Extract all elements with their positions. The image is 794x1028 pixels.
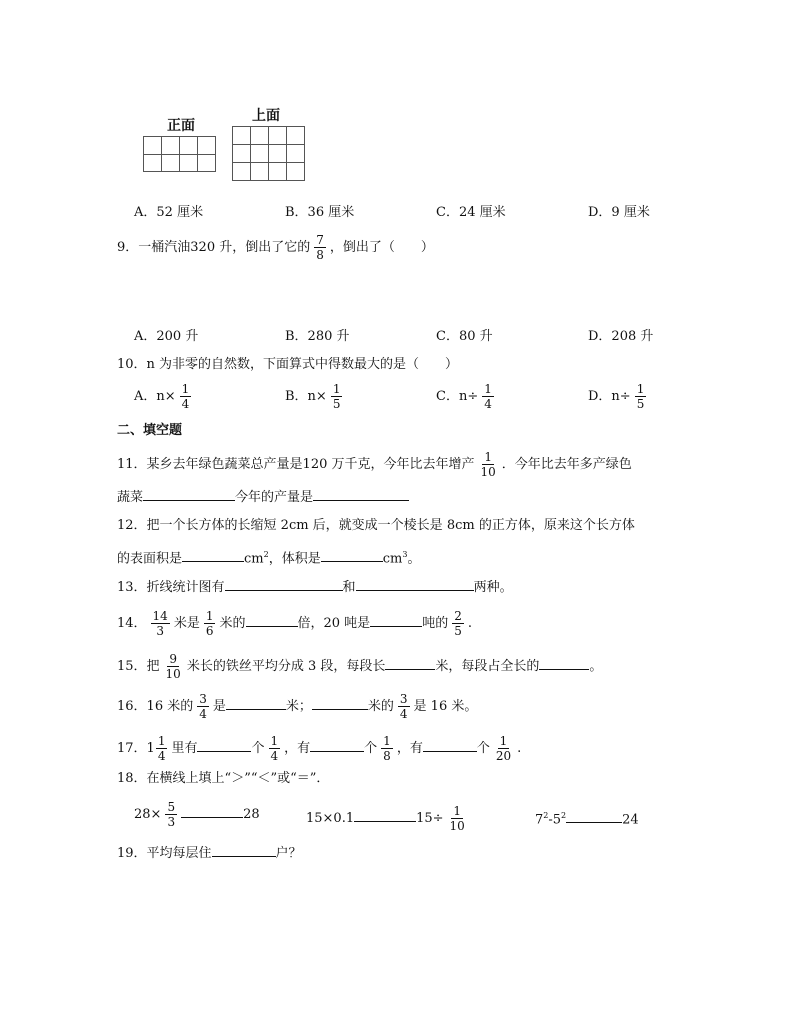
q12-blank-surface[interactable] xyxy=(182,547,244,562)
q16-blank-2[interactable] xyxy=(312,695,368,710)
q17-blank-1[interactable] xyxy=(197,737,251,752)
q18-item-2: 15×0.1 15÷ $\frac{1}{10}$ xyxy=(306,804,465,833)
q11-blank-2[interactable] xyxy=(313,486,409,501)
q9-text-b: ，倒出了（ ） xyxy=(329,240,434,255)
q10-option-c[interactable]: C．n÷ $\frac{1}{4}$ xyxy=(436,382,492,411)
q18-blank-2[interactable] xyxy=(354,807,416,822)
q12-line1: 12．把一个长方体的长缩短 2cm 后，就变成一个棱长是 8cm 的正方体，原来这个长方体 xyxy=(117,518,635,533)
q18-item-3: $7^2-5^2$ 24 xyxy=(535,806,639,830)
q19-line: 19．平均每层住 户？ xyxy=(117,842,302,864)
q9-question xyxy=(117,233,434,262)
q14-blank-2[interactable] xyxy=(370,612,422,627)
q12-blank-volume[interactable] xyxy=(321,547,383,562)
q13-blank-1[interactable] xyxy=(225,576,343,591)
q18-blank-3[interactable] xyxy=(566,808,622,823)
q10-question: 10．n 为非零的自然数，下面算式中得数最大的是（ ） xyxy=(117,357,459,372)
q11-line1: 11．某乡去年绿色蔬菜总产量是120 万千克，今年比去年增产 $\frac{1}{10}$ ．今年比去年多产绿色 xyxy=(117,450,632,479)
q17-line: 17．1 $\frac{1}{4}$ 里有 个 $\frac{1}{4}$ ，有 个 $\frac{1}{8}$ ，有 个 $\frac{1}{20}$ . xyxy=(117,734,522,763)
top-view-label: 上面 xyxy=(252,108,280,124)
q11-line2: 蔬菜 今年的产量是 xyxy=(117,486,409,508)
q13-line: 13．折线统计图有 和 两种。 xyxy=(117,576,513,598)
q19-blank[interactable] xyxy=(212,842,276,857)
q12-line2: 的表面积是 $cm^2$，体积是 $cm^3$。 xyxy=(117,545,420,569)
top-view-grid xyxy=(232,126,305,181)
q9-fraction: $\frac{7}{8}$ xyxy=(316,233,324,262)
q8-option-b[interactable]: B．36 厘米 xyxy=(285,205,355,220)
front-view-label: 正面 xyxy=(167,118,195,134)
q10-option-d[interactable]: D．n÷ $\frac{1}{5}$ xyxy=(588,382,645,411)
q15-line: 15．把 $\frac{9}{10}$ 米长的铁丝平均分成 3 段，每段长 米，每段占全长的 。 xyxy=(117,652,603,681)
q13-blank-2[interactable] xyxy=(356,576,474,591)
q16-blank-1[interactable] xyxy=(226,695,286,710)
q9-text-a: 9．一桶汽油320 升，倒出了它的 xyxy=(117,240,311,255)
q18-question: 18．在横线上填上“＞”“＜”或“＝”． xyxy=(117,771,330,786)
q8-option-c[interactable]: C．24 厘米 xyxy=(436,205,506,220)
q9-option-c[interactable]: C．80 升 xyxy=(436,329,493,344)
q9-option-d[interactable]: D．208 升 xyxy=(588,329,654,344)
q8-option-a[interactable]: A．52 厘米 xyxy=(134,205,204,220)
q10-option-b[interactable]: B．n× $\frac{1}{5}$ xyxy=(285,382,341,411)
q18-blank-1[interactable] xyxy=(181,803,243,818)
front-view-grid xyxy=(143,136,216,172)
q14-line: 14． $\frac{14}{3}$ 米是 $\frac{1}{6}$ 米的 倍，20 吨是 吨的 $\frac{2}{5}$ . xyxy=(117,609,472,638)
q9-option-a[interactable]: A．200 升 xyxy=(134,329,199,344)
q17-blank-2[interactable] xyxy=(310,737,364,752)
q8-option-d[interactable]: D．9 厘米 xyxy=(588,205,650,220)
q16-line: 16．16 米的 $\frac{3}{4}$ 是 米； 米的 $\frac{3}{4}$ 是 16 米。 xyxy=(117,692,478,721)
q14-blank-1[interactable] xyxy=(246,612,298,627)
q15-blank-2[interactable] xyxy=(539,655,589,670)
q17-blank-3[interactable] xyxy=(423,737,477,752)
q10-option-a[interactable]: A．n× $\frac{1}{4}$ xyxy=(134,382,190,411)
q11-blank-1[interactable] xyxy=(143,486,235,501)
q15-blank-1[interactable] xyxy=(385,655,435,670)
q9-option-b[interactable]: B．280 升 xyxy=(285,329,350,344)
section-title-fill-in: 二、填空题 xyxy=(117,423,183,438)
q18-item-1: 28× $\frac{5}{3}$ 28 xyxy=(134,800,260,829)
